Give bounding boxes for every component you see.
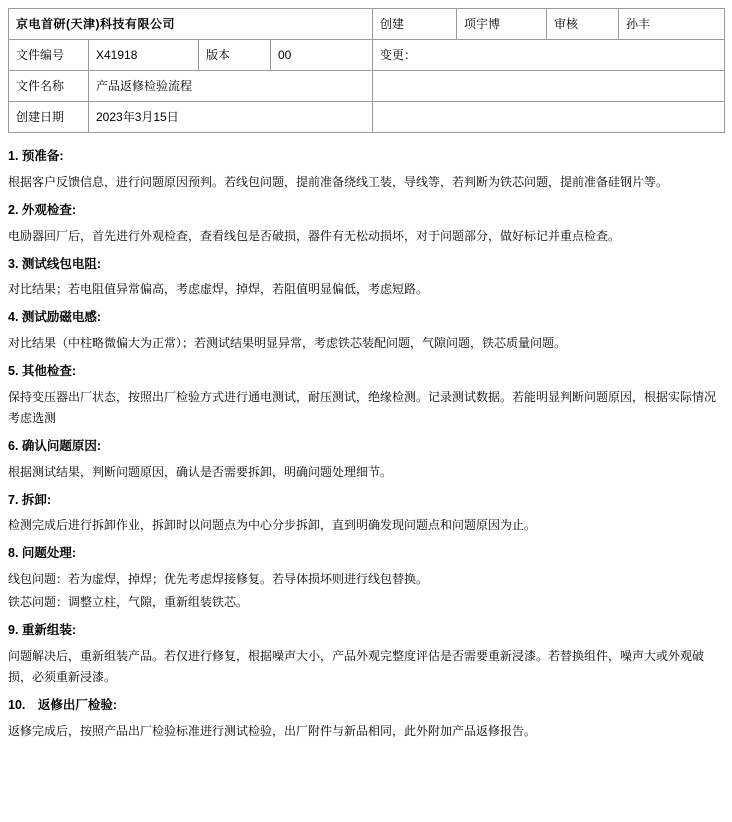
section-6	[8, 437, 724, 483]
document-page	[0, 8, 732, 760]
section-paragraph: 线包问题：若为虚焊，掉焊；优先考虑焊接修复。若导体损坏则进行线包替换。	[8, 572, 429, 586]
section-title: 8. 问题处理:	[8, 546, 77, 561]
section-1	[8, 147, 724, 193]
section-4	[8, 308, 724, 354]
header-empty-cell	[373, 102, 725, 133]
section-title: 10. 返修出厂检验:	[8, 697, 118, 712]
section-title: 4. 测试励磁电感:	[8, 310, 102, 325]
section-10	[8, 696, 724, 742]
section-7	[8, 491, 724, 537]
section-paragraph: 对比结果（中柱略微偏大为正常）；若测试结果明显异常，考虑铁芯装配问题，气隙问题，铁芯质量问题。	[8, 336, 567, 350]
section-title: 1. 预准备:	[8, 149, 64, 163]
section-9	[8, 621, 724, 688]
doc-name-label: 文件名称	[9, 71, 89, 102]
document-header-table	[8, 8, 725, 133]
table-row	[9, 9, 725, 40]
section-title: 6. 确认问题原因:	[8, 438, 102, 453]
change-label: 变更：	[373, 40, 725, 71]
doc-no-value: X41918	[89, 40, 199, 71]
review-label: 审核	[547, 9, 619, 40]
doc-no-label: 文件编号	[9, 40, 89, 71]
table-row	[9, 102, 725, 133]
section-title: 5. 其他检查:	[8, 364, 77, 378]
section-paragraph: 保持变压器出厂状态，按照出厂检验方式进行通电测试，耐压测试，绝缘检测。记录测试数据。若能明显判断问题原因，根据实际情况考虑选测	[8, 389, 717, 425]
section-paragraph: 电励器回厂后，首先进行外观检查，查看线包是否破损，器件有无松动损坏，对于问题部分，做好标记并重点检查。	[8, 228, 621, 243]
version-label: 版本	[199, 40, 271, 71]
table-row	[9, 40, 725, 71]
created-by-value: 项宇博	[457, 9, 547, 40]
section-3	[8, 255, 724, 301]
create-date-label: 创建日期	[9, 102, 89, 133]
section-8	[8, 544, 724, 613]
section-paragraph: 根据客户反馈信息，进行问题原因预判。若线包问题，提前准备绕线工装，导线等，若判断为铁芯问题，提前准备硅钢片等。	[8, 174, 669, 189]
company-name: 京电首研(天津)科技有限公司	[9, 9, 373, 40]
section-paragraph: 铁芯问题：调整立柱，气隙，重新组装铁芯。	[8, 595, 249, 609]
version-value: 00	[271, 40, 373, 71]
section-paragraph: 返修完成后，按照产品出厂检验标准进行测试检验，出厂附件与新品相同，此外附加产品返修报告。	[8, 723, 537, 738]
reviewer-value: 孙丰	[619, 9, 725, 40]
section-paragraph: 检测完成后进行拆卸作业，拆卸时以问题点为中心分步拆卸，直到明确发现问题点和问题原因为止。	[8, 518, 537, 533]
section-paragraph: 问题解决后，重新组装产品。若仅进行修复，根据噪声大小，产品外观完整度评估是否需要重新浸漆。若替换组件，噪声大或外观破损，必须重新浸漆。	[8, 648, 705, 684]
section-title: 3. 测试线包电阻:	[8, 256, 102, 271]
change-value-cell	[373, 71, 725, 102]
created-label: 创建	[373, 9, 457, 40]
table-row	[9, 71, 725, 102]
section-paragraph: 根据测试结果，判断问题原因，确认是否需要拆卸，明确问题处理细节。	[8, 464, 393, 479]
section-title: 7. 拆卸:	[8, 492, 52, 507]
section-paragraph: 对比结果；若电阻值异常偏高，考虑虚焊，掉焊，若阻值明显偏低，考虑短路。	[8, 282, 429, 297]
document-body	[0, 133, 732, 760]
section-2	[8, 201, 724, 247]
doc-name-value: 产品返修检验流程	[89, 71, 373, 102]
section-5	[8, 362, 724, 429]
section-title: 9. 重新组装:	[8, 623, 77, 637]
section-title: 2. 外观检查:	[8, 202, 77, 217]
create-date-value: 2023年3月15日	[89, 102, 373, 133]
